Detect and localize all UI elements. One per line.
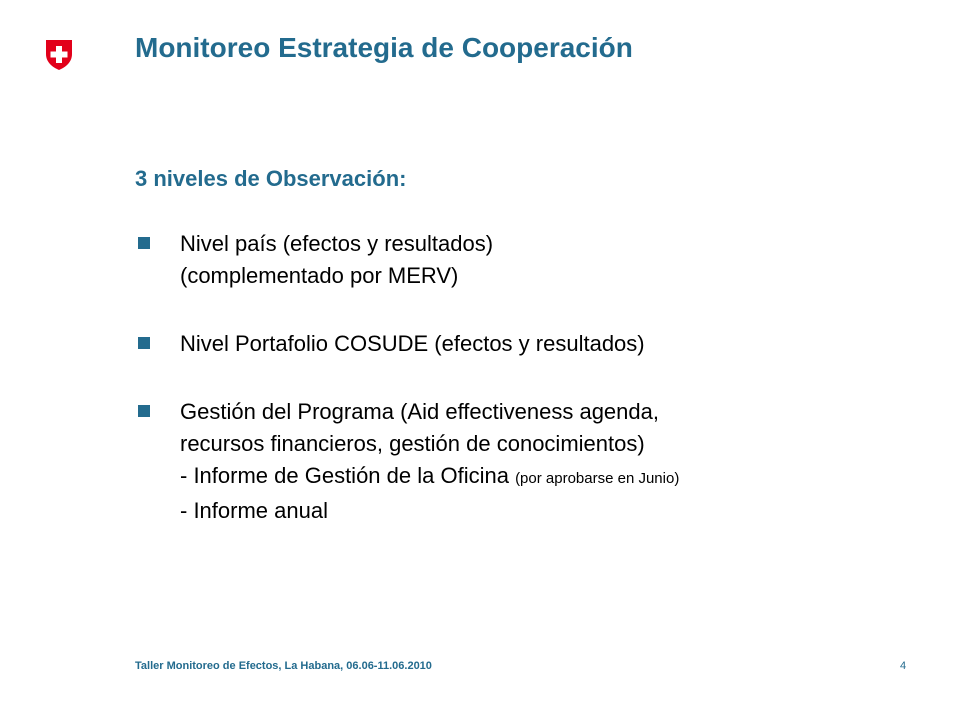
slide-content: [135, 162, 895, 563]
sub-item-text: - Informe de Gestión de la Oficina: [180, 463, 509, 488]
bullet-item-gestion-programa: [135, 396, 895, 527]
sub-item-informe-anual: - Informe anual: [180, 498, 328, 523]
sub-item-note: (por aprobarse en Junio): [515, 470, 680, 487]
bullet-text: Gestión del Programa (Aid effectiveness agenda,: [180, 399, 659, 424]
sub-item-informe-gestion: [180, 460, 895, 495]
swiss-cross-shield-icon: [45, 39, 73, 71]
square-bullet-icon: [138, 337, 150, 349]
bullet-item-nivel-portafolio: [135, 328, 895, 360]
square-bullet-icon: [138, 237, 150, 249]
footer-text: Taller Monitoreo de Efectos, La Habana, 06.06-11.06.2010: [135, 660, 432, 672]
bullet-text: Nivel país (efectos y resultados): [180, 231, 494, 256]
square-bullet-icon: [138, 405, 150, 417]
page-title: Monitoreo Estrategia de Cooperación: [135, 32, 633, 63]
bullet-text: Nivel Portafolio COSUDE (efectos y resultados): [180, 331, 645, 356]
bullet-text: (complementado por MERV): [180, 263, 459, 288]
page-number: 4: [900, 660, 907, 672]
section-subtitle: 3 niveles de Observación:: [135, 166, 407, 191]
bullet-text: recursos financieros, gestión de conocimientos): [180, 431, 645, 456]
bullet-item-nivel-pais: [135, 228, 895, 292]
